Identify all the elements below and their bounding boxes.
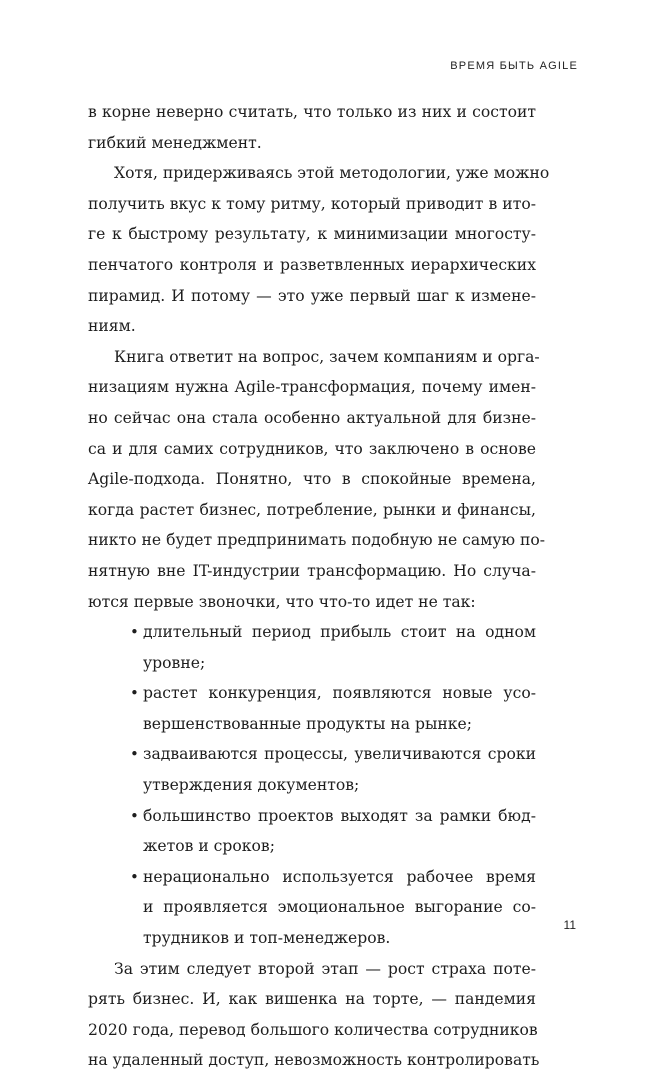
list-item-text: задваиваются процессы, увеличиваются сроки [143,745,536,764]
list-item [88,678,536,739]
list-item-text: и проявляется эмоциональное выгорание со- [143,898,536,917]
list-item-text: большинство проектов выходят за рамки бюд- [143,806,536,825]
text-line: ге к быстрому результату, к минимизации многосту- [88,225,536,244]
text-line: в корне неверно считать, что только из них и состоит [88,103,536,121]
text-line: низациям нужна Agile-трансформация, почему имен- [88,378,536,397]
list-item [88,801,536,862]
text-line: 2020 года, перевод большого количества сотрудников [88,1020,538,1039]
text-line: пирамид. И потому — это уже первый шаг к измене- [88,286,536,305]
text-line: получить вкус к тому ритму, который приводит в ито- [88,194,536,213]
list-item [88,617,536,678]
paragraph-1 [88,97,536,158]
text-line: Книга ответит на вопрос, зачем компаниям и орга- [114,347,540,366]
text-line: са и для самих сотрудников, что заключено в основе [88,439,536,458]
text-line: ются первые звоночки, что что-то идет не так: [88,592,476,611]
text-line: на удаленный доступ, невозможность контролировать [88,1051,540,1070]
text-line: гибкий менеджмент. [88,133,262,152]
text-line: ниям. [88,317,136,336]
bullet-list [88,617,536,954]
text-line: никто не будет предпринимать подобную не самую по- [88,531,546,550]
paragraph-4 [88,954,540,1076]
bullet-icon: • [130,623,139,642]
text-line: рять бизнес. И, как вишенка на торте, — пандемия [88,990,536,1009]
text-line: пенчатого контроля и разветвленных иерархических [88,255,536,274]
list-item-text: уровне; [143,653,206,672]
page-number: 11 [563,918,576,932]
list-item-text: растет конкуренция, появляются новые усо- [143,684,536,703]
text-line: когда растет бизнес, потребление, рынки и финансы, [88,500,536,519]
text-line: Хотя, придерживаясь этой методологии, уже можно [114,164,550,183]
bullet-icon: • [130,684,139,703]
text-line: но сейчас она стала особенно актуальной для бизне- [88,408,536,427]
list-item-text: вершенствованные продукты на рынке; [143,714,473,733]
list-item-text: длительный период прибыль стоит на одном [143,623,536,642]
list-item-text: нерационально используется рабочее время [143,867,536,886]
running-header: ВРЕМЯ БЫТЬ AGILE [450,60,578,72]
list-item [88,862,536,954]
paragraph-2 [88,158,550,342]
list-item [88,739,536,800]
list-item-text: жетов и сроков; [143,837,275,856]
text-line: Agile-подхода. Понятно, что в спокойные времена, [88,470,536,489]
list-item-text: трудников и топ-менеджеров. [143,929,391,948]
paragraph-3 [88,342,546,617]
bullet-icon: • [130,867,139,886]
page-body-text [88,97,550,1076]
text-line: нятную вне IT-индустрии трансформацию. Но случа- [88,561,536,580]
text-line: За этим следует второй этап — рост страха поте- [114,959,536,978]
bullet-icon: • [130,806,139,825]
bullet-icon: • [130,745,139,764]
list-item-text: утверждения документов; [143,776,360,795]
